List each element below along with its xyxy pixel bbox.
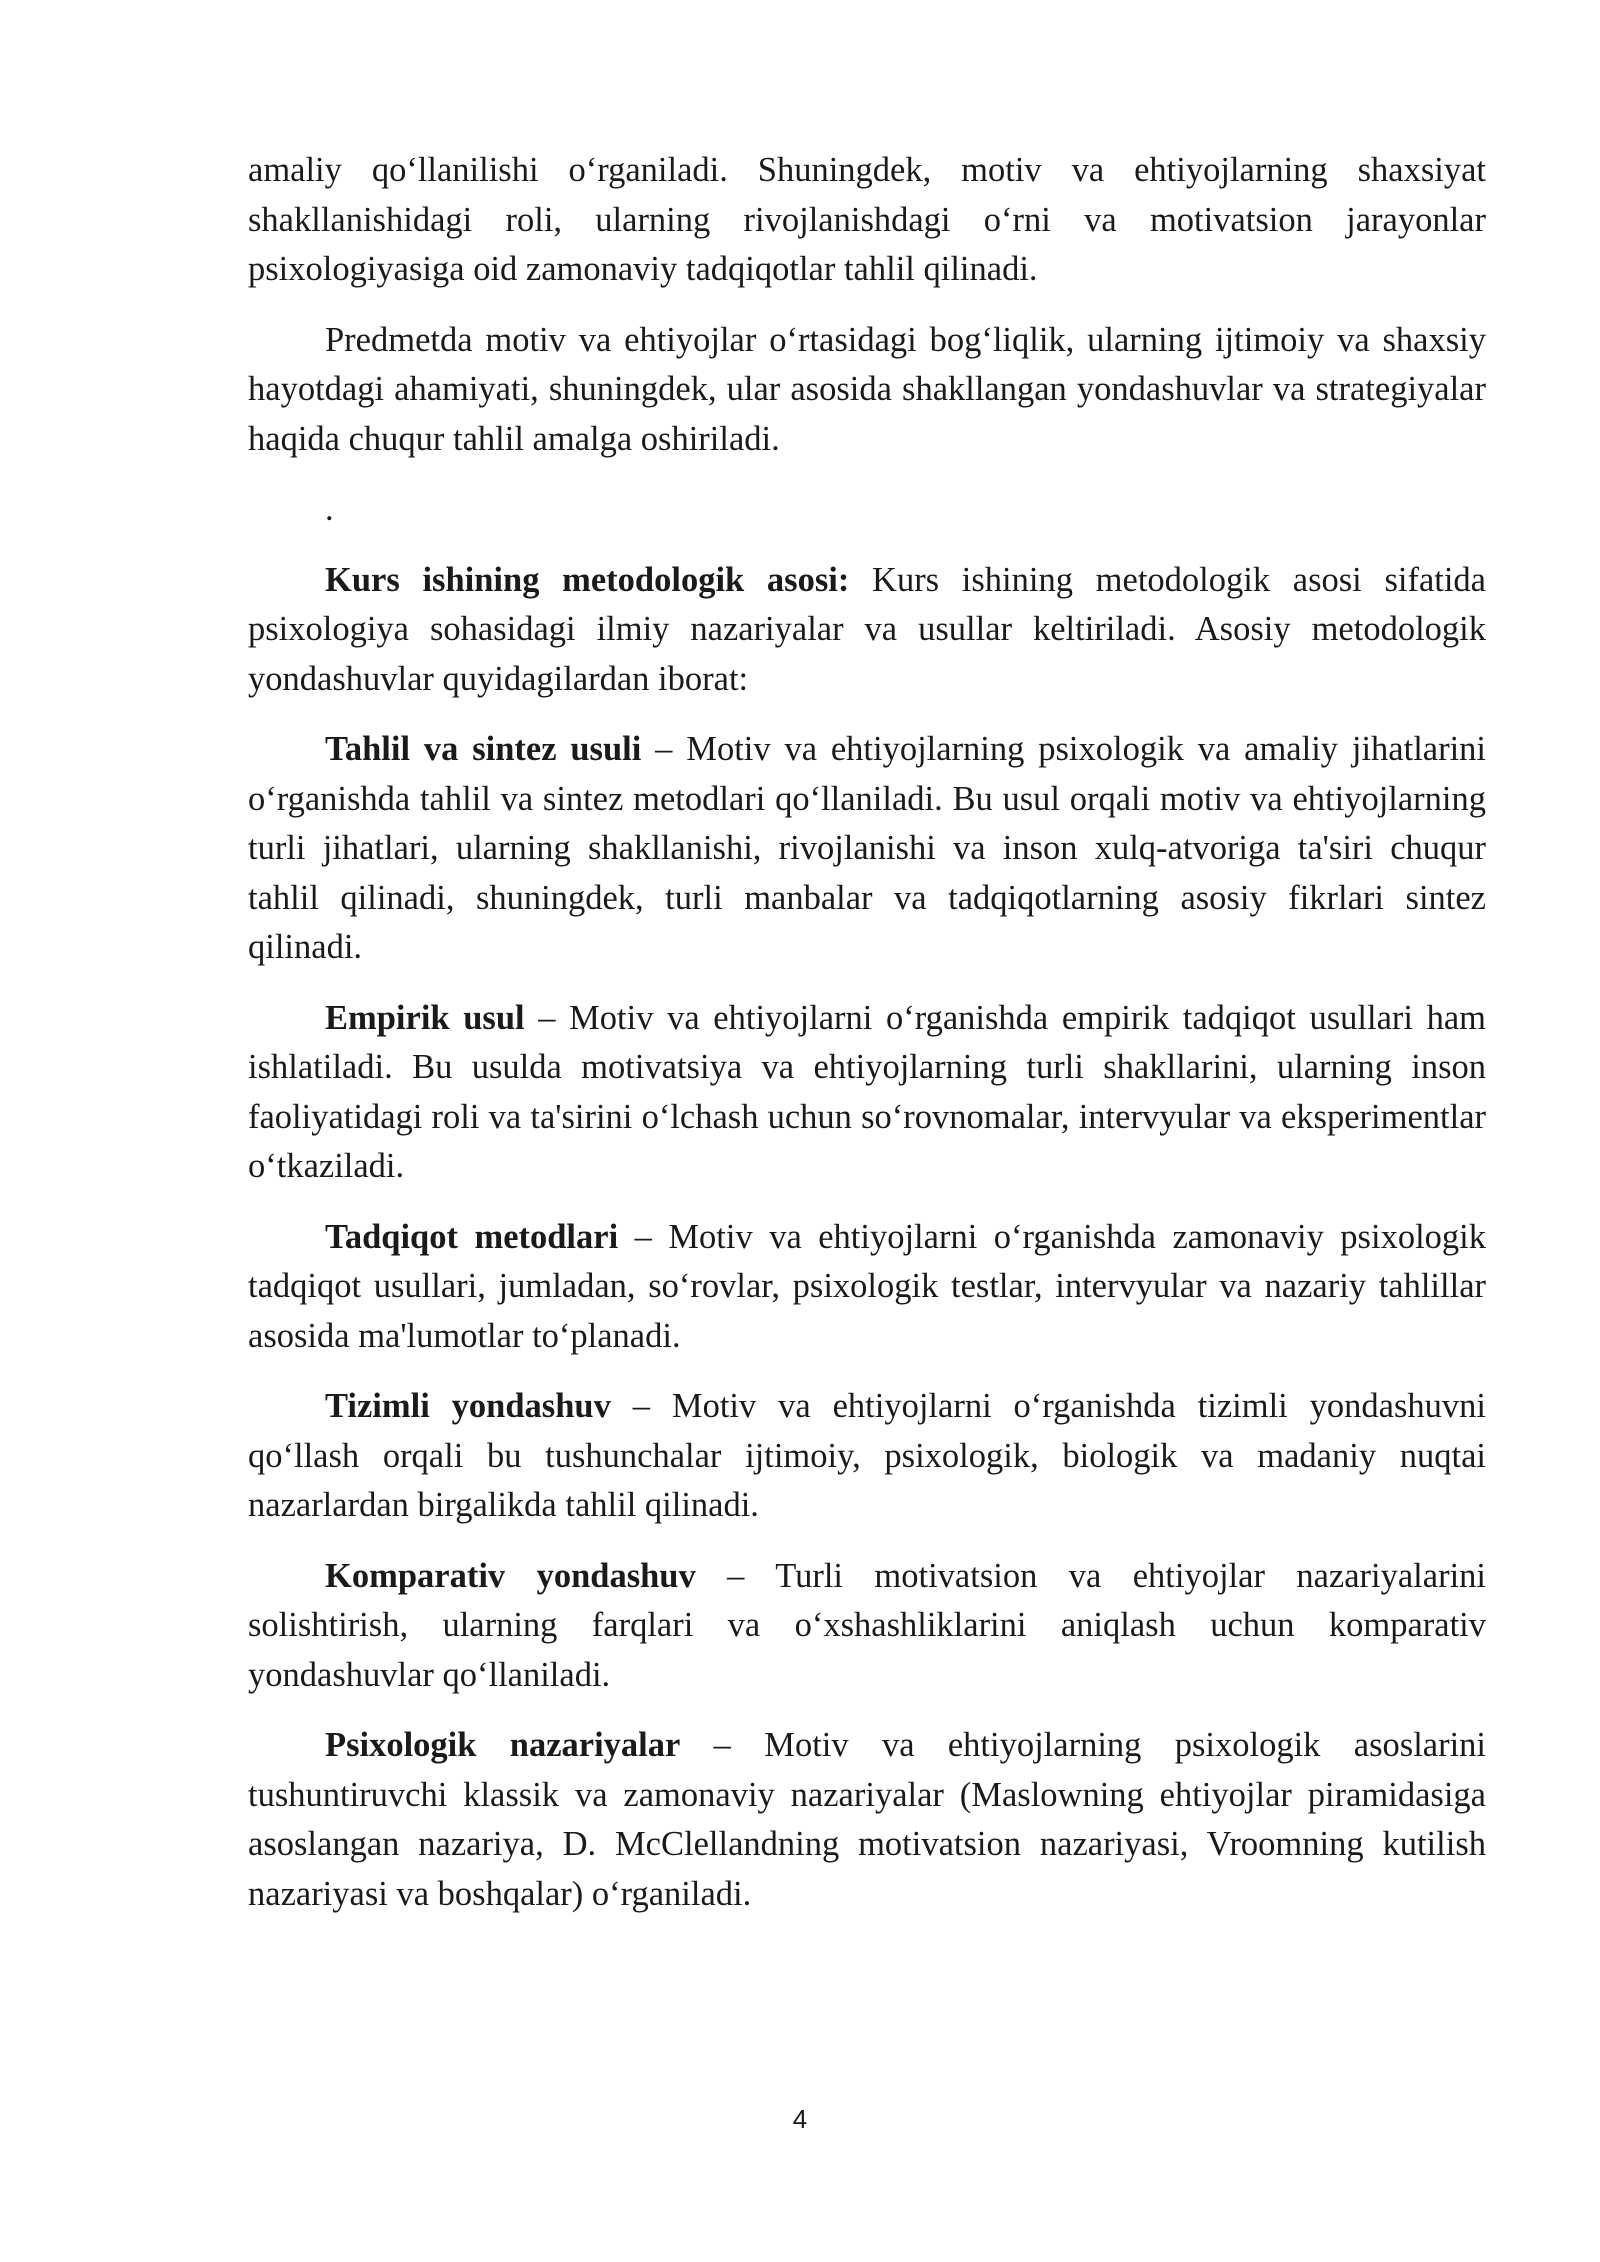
research-term: Tadqiqot metodlari: [325, 1217, 619, 1256]
comparative-text: – Turli motivatsion va ehtiyojlar nazariyalarini solishtirish, ularning farqlari va o‘xshashliklarini aniqlash uchun komparativ yondashuvlar qo‘llaniladi.: [248, 1556, 1486, 1694]
paragraph-research-methods: [248, 1213, 1486, 1362]
paragraph-subject: Predmetda motiv va ehtiyojlar o‘rtasidagi bog‘liqlik, ularning ijtimoiy va shaxsiy hayotdagi ahamiyati, shuningdek, ular asosida shakllangan yondashuvlar va strategiyalar haqida chuqur tahlil amalga oshiriladi.: [248, 320, 1486, 458]
theories-text: – Motiv va ehtiyojlarning psixologik asoslarini tushuntiruvchi klassik va zamonaviy nazariyalar (Maslowning ehtiyojlar piramidasiga asoslangan nazariya, D. McClellandning motivatsion nazariyasi, Vroomning kutilish nazariyasi va boshqalar) o‘rganiladi.: [248, 1726, 1486, 1913]
methodology-term: Kurs ishining metodologik asosi:: [325, 560, 850, 599]
paragraph-comparative-approach: [248, 1552, 1486, 1701]
paragraph-methodology: [248, 556, 1486, 705]
empirical-text: – Motiv va ehtiyojlarni o‘rganishda empirik tadqiqot usullari ham ishlatiladi. Bu usulda motivatsiya va ehtiyojlarning turli shakllarini, ularning inson faoliyatidagi roli va ta'sirini o‘lchash uchun so‘rovnomalar, intervyular va eksperimentlar o‘tkaziladi.: [248, 998, 1486, 1185]
research-text: – Motiv va ehtiyojlarni o‘rganishda zamonaviy psixologik tadqiqot usullari, jumladan, so‘rovlar, psixologik testlar, intervyular va nazariy tahlillar asosida ma'lumotlar to‘planadi.: [248, 1217, 1486, 1355]
document-body: [248, 146, 1486, 1940]
analysis-term: Tahlil va sintez usuli: [325, 730, 642, 768]
systemic-term: Tizimli yondashuv: [325, 1387, 611, 1425]
analysis-text: – Motiv va ehtiyojlarning psixologik va amaliy jihatlarini o‘rganishda tahlil va sintez metodlari qo‘llaniladi. Bu usul orqali motiv va ehtiyojlarning turli jihatlari, ularning shakllanishi, rivojlanishi va inson xulq-atvoriga ta'siri chuqur tahlil qilinadi, shuningdek, turli manbalar va tadqiqotlarning asosiy fikrlari sintez qilinadi.: [248, 730, 1486, 966]
page-number: 4: [792, 2104, 808, 2134]
paragraph-intro-continuation: amaliy qo‘llanilishi o‘rganiladi. Shuningdek, motiv va ehtiyojlarning shaxsiyat shakllanishidagi roli, ularning rivojlanishdagi o‘rni va motivatsion jarayonlar psixologiyasiga oid zamonaviy tadqiqotlar tahlil qilinadi.: [248, 151, 1486, 288]
paragraph-psychological-theories: [248, 1721, 1486, 1919]
empirical-term: Empirik usul: [325, 998, 525, 1037]
theories-term: Psixologik nazariyalar: [325, 1726, 681, 1764]
paragraph-analysis-synthesis: [248, 725, 1486, 973]
systemic-text: – Motiv va ehtiyojlarni o‘rganishda tizimli yondashuvni qo‘llash orqali bu tushunchalar ijtimoiy, psixologik, biologik va madaniy nuqtai nazarlardan birgalikda tahlil qilinadi.: [248, 1387, 1486, 1524]
comparative-term: Komparativ yondashuv: [325, 1556, 696, 1595]
paragraph-systemic-approach: [248, 1382, 1486, 1531]
paragraph-empirical: [248, 994, 1486, 1192]
paragraph-dot: .: [325, 490, 334, 528]
methodology-text: Kurs ishining metodologik asosi sifatida psixologiya sohasidagi ilmiy nazariyalar va usullar keltiriladi. Asosiy metodologik yondashuvlar quyidagilardan iborat:: [248, 560, 1486, 698]
